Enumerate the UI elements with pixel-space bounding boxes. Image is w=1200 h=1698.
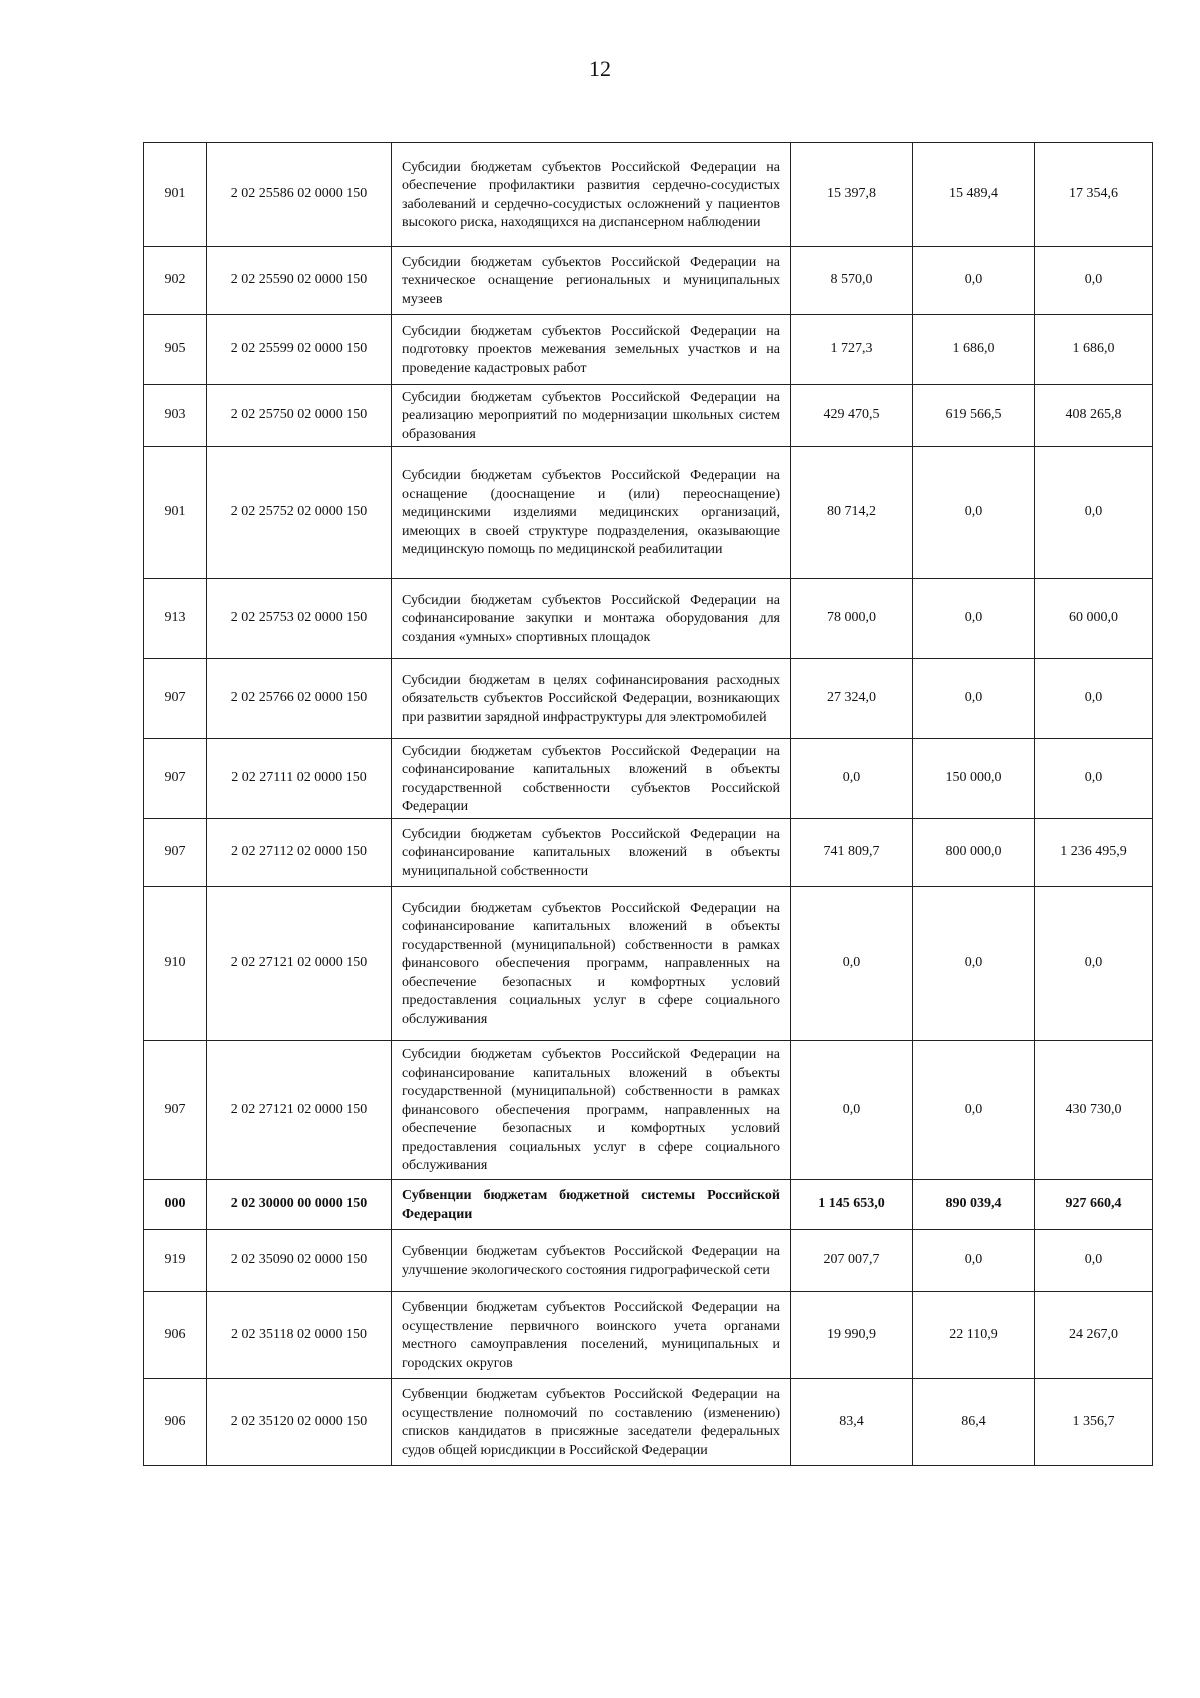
budget-code-cell: 2 02 25599 02 0000 150: [207, 315, 392, 385]
amount-year3-cell: 24 267,0: [1035, 1292, 1153, 1379]
amount-year1-cell: 80 714,2: [791, 447, 913, 579]
table-body: [144, 143, 1153, 1466]
budget-code-cell: 2 02 35118 02 0000 150: [207, 1292, 392, 1379]
budget-revenue-table: [143, 142, 1153, 1466]
budget-code-cell: 2 02 25586 02 0000 150: [207, 143, 392, 247]
revenue-name-cell: Субвенции бюджетам бюджетной системы Российской Федерации: [392, 1180, 791, 1230]
revenue-name-cell: Субсидии бюджетам субъектов Российской Федерации на оснащение (дооснащение и (или) переоснащение) медицинскими изделиями медицинских организаций, имеющих в своей структуре подразделения, оказывающие медицинскую помощь по медицинской реабилитации: [392, 447, 791, 579]
amount-year2-cell: 86,4: [913, 1379, 1035, 1466]
revenue-name-cell: Субсидии бюджетам в целях софинансирования расходных обязательств субъектов Российской Федерации, возникающих при развитии зарядной инфраструктуры для электромобилей: [392, 659, 791, 739]
amount-year2-cell: 800 000,0: [913, 819, 1035, 887]
amount-year2-cell: 0,0: [913, 579, 1035, 659]
page-number: 12: [589, 56, 611, 81]
budget-code-cell: 2 02 35090 02 0000 150: [207, 1230, 392, 1292]
amount-year1-cell: 78 000,0: [791, 579, 913, 659]
amount-year3-cell: 1 236 495,9: [1035, 819, 1153, 887]
amount-year1-cell: 83,4: [791, 1379, 913, 1466]
amount-year1-cell: 0,0: [791, 739, 913, 819]
table-row: [144, 1041, 1153, 1180]
table-row: [144, 385, 1153, 447]
amount-year3-cell: 0,0: [1035, 659, 1153, 739]
amount-year3-cell: 1 686,0: [1035, 315, 1153, 385]
revenue-name-cell: Субсидии бюджетам субъектов Российской Федерации на софинансирование капитальных вложений в объекты государственной (муниципальной) собственности в рамках финансового обеспечения программ, направленных на обеспечение безопасных и комфортных условий предоставления социальных услуг в сфере социального обслуживания: [392, 1041, 791, 1180]
amount-year2-cell: 0,0: [913, 887, 1035, 1041]
table-row: [144, 659, 1153, 739]
revenue-name-cell: Субсидии бюджетам субъектов Российской Федерации на реализацию мероприятий по модернизации школьных систем образования: [392, 385, 791, 447]
amount-year3-cell: 17 354,6: [1035, 143, 1153, 247]
amount-year1-cell: 8 570,0: [791, 247, 913, 315]
table-row: [144, 739, 1153, 819]
amount-year3-cell: 927 660,4: [1035, 1180, 1153, 1230]
admin-code-cell: 907: [144, 739, 207, 819]
amount-year3-cell: 408 265,8: [1035, 385, 1153, 447]
amount-year1-cell: 429 470,5: [791, 385, 913, 447]
revenue-name-cell: Субсидии бюджетам субъектов Российской Федерации на софинансирование капитальных вложений в объекты государственной (муниципальной) собственности в рамках финансового обеспечения программ, направленных на обеспечение безопасных и комфортных условий предоставления социальных услуг в сфере социального обслуживания: [392, 887, 791, 1041]
amount-year2-cell: 22 110,9: [913, 1292, 1035, 1379]
table-row: [144, 447, 1153, 579]
amount-year2-cell: 0,0: [913, 447, 1035, 579]
amount-year1-cell: 0,0: [791, 1041, 913, 1180]
admin-code-cell: 901: [144, 447, 207, 579]
table-row: [144, 579, 1153, 659]
amount-year1-cell: 0,0: [791, 887, 913, 1041]
admin-code-cell: 000: [144, 1180, 207, 1230]
budget-code-cell: 2 02 30000 00 0000 150: [207, 1180, 392, 1230]
table-row: [144, 819, 1153, 887]
revenue-name-cell: Субсидии бюджетам субъектов Российской Федерации на софинансирование капитальных вложений в объекты муниципальной собственности: [392, 819, 791, 887]
amount-year3-cell: 0,0: [1035, 887, 1153, 1041]
budget-code-cell: 2 02 25752 02 0000 150: [207, 447, 392, 579]
amount-year2-cell: 890 039,4: [913, 1180, 1035, 1230]
table-row: [144, 1379, 1153, 1466]
amount-year1-cell: 207 007,7: [791, 1230, 913, 1292]
budget-code-cell: 2 02 27121 02 0000 150: [207, 1041, 392, 1180]
amount-year2-cell: 619 566,5: [913, 385, 1035, 447]
admin-code-cell: 910: [144, 887, 207, 1041]
admin-code-cell: 907: [144, 819, 207, 887]
table-row: [144, 1292, 1153, 1379]
budget-code-cell: 2 02 25590 02 0000 150: [207, 247, 392, 315]
amount-year1-cell: 27 324,0: [791, 659, 913, 739]
revenue-name-cell: Субсидии бюджетам субъектов Российской Федерации на софинансирование закупки и монтажа оборудования для создания «умных» спортивных площадок: [392, 579, 791, 659]
amount-year1-cell: 15 397,8: [791, 143, 913, 247]
amount-year2-cell: 0,0: [913, 1041, 1035, 1180]
admin-code-cell: 907: [144, 659, 207, 739]
table-row: [144, 315, 1153, 385]
budget-code-cell: 2 02 25766 02 0000 150: [207, 659, 392, 739]
budget-code-cell: 2 02 27121 02 0000 150: [207, 887, 392, 1041]
admin-code-cell: 902: [144, 247, 207, 315]
amount-year3-cell: 430 730,0: [1035, 1041, 1153, 1180]
amount-year3-cell: 0,0: [1035, 447, 1153, 579]
revenue-name-cell: Субвенции бюджетам субъектов Российской Федерации на осуществление первичного воинского учета органами местного самоуправления поселений, муниципальных и городских округов: [392, 1292, 791, 1379]
amount-year1-cell: 741 809,7: [791, 819, 913, 887]
amount-year2-cell: 150 000,0: [913, 739, 1035, 819]
table-row: [144, 887, 1153, 1041]
admin-code-cell: 919: [144, 1230, 207, 1292]
revenue-name-cell: Субвенции бюджетам субъектов Российской Федерации на осуществление полномочий по составлению (изменению) списков кандидатов в присяжные заседатели федеральных судов общей юрисдикции в Российской Федерации: [392, 1379, 791, 1466]
amount-year1-cell: 19 990,9: [791, 1292, 913, 1379]
amount-year2-cell: 0,0: [913, 659, 1035, 739]
admin-code-cell: 905: [144, 315, 207, 385]
table-row: [144, 143, 1153, 247]
amount-year3-cell: 0,0: [1035, 1230, 1153, 1292]
amount-year2-cell: 1 686,0: [913, 315, 1035, 385]
admin-code-cell: 906: [144, 1379, 207, 1466]
budget-code-cell: 2 02 25750 02 0000 150: [207, 385, 392, 447]
amount-year2-cell: 0,0: [913, 247, 1035, 315]
budget-code-cell: 2 02 27112 02 0000 150: [207, 819, 392, 887]
amount-year2-cell: 15 489,4: [913, 143, 1035, 247]
revenue-name-cell: Субсидии бюджетам субъектов Российской Федерации на обеспечение профилактики развития сердечно-сосудистых заболеваний и сердечно-сосудистых осложнений у пациентов высокого риска, находящихся на диспансерном наблюдении: [392, 143, 791, 247]
amount-year1-cell: 1 727,3: [791, 315, 913, 385]
budget-code-cell: 2 02 27111 02 0000 150: [207, 739, 392, 819]
budget-code-cell: 2 02 35120 02 0000 150: [207, 1379, 392, 1466]
table-row: [144, 1230, 1153, 1292]
admin-code-cell: 906: [144, 1292, 207, 1379]
budget-code-cell: 2 02 25753 02 0000 150: [207, 579, 392, 659]
table-row: [144, 247, 1153, 315]
admin-code-cell: 903: [144, 385, 207, 447]
amount-year2-cell: 0,0: [913, 1230, 1035, 1292]
amount-year3-cell: 60 000,0: [1035, 579, 1153, 659]
admin-code-cell: 907: [144, 1041, 207, 1180]
revenue-name-cell: Субсидии бюджетам субъектов Российской Федерации на техническое оснащение региональных и муниципальных музеев: [392, 247, 791, 315]
revenue-name-cell: Субсидии бюджетам субъектов Российской Федерации на софинансирование капитальных вложений в объекты государственной собственности субъектов Российской Федерации: [392, 739, 791, 819]
amount-year1-cell: 1 145 653,0: [791, 1180, 913, 1230]
amount-year3-cell: 0,0: [1035, 739, 1153, 819]
admin-code-cell: 901: [144, 143, 207, 247]
revenue-name-cell: Субвенции бюджетам субъектов Российской Федерации на улучшение экологического состояния гидрографической сети: [392, 1230, 791, 1292]
revenue-name-cell: Субсидии бюджетам субъектов Российской Федерации на подготовку проектов межевания земельных участков и на проведение кадастровых работ: [392, 315, 791, 385]
amount-year3-cell: 1 356,7: [1035, 1379, 1153, 1466]
amount-year3-cell: 0,0: [1035, 247, 1153, 315]
table-row: [144, 1180, 1153, 1230]
admin-code-cell: 913: [144, 579, 207, 659]
